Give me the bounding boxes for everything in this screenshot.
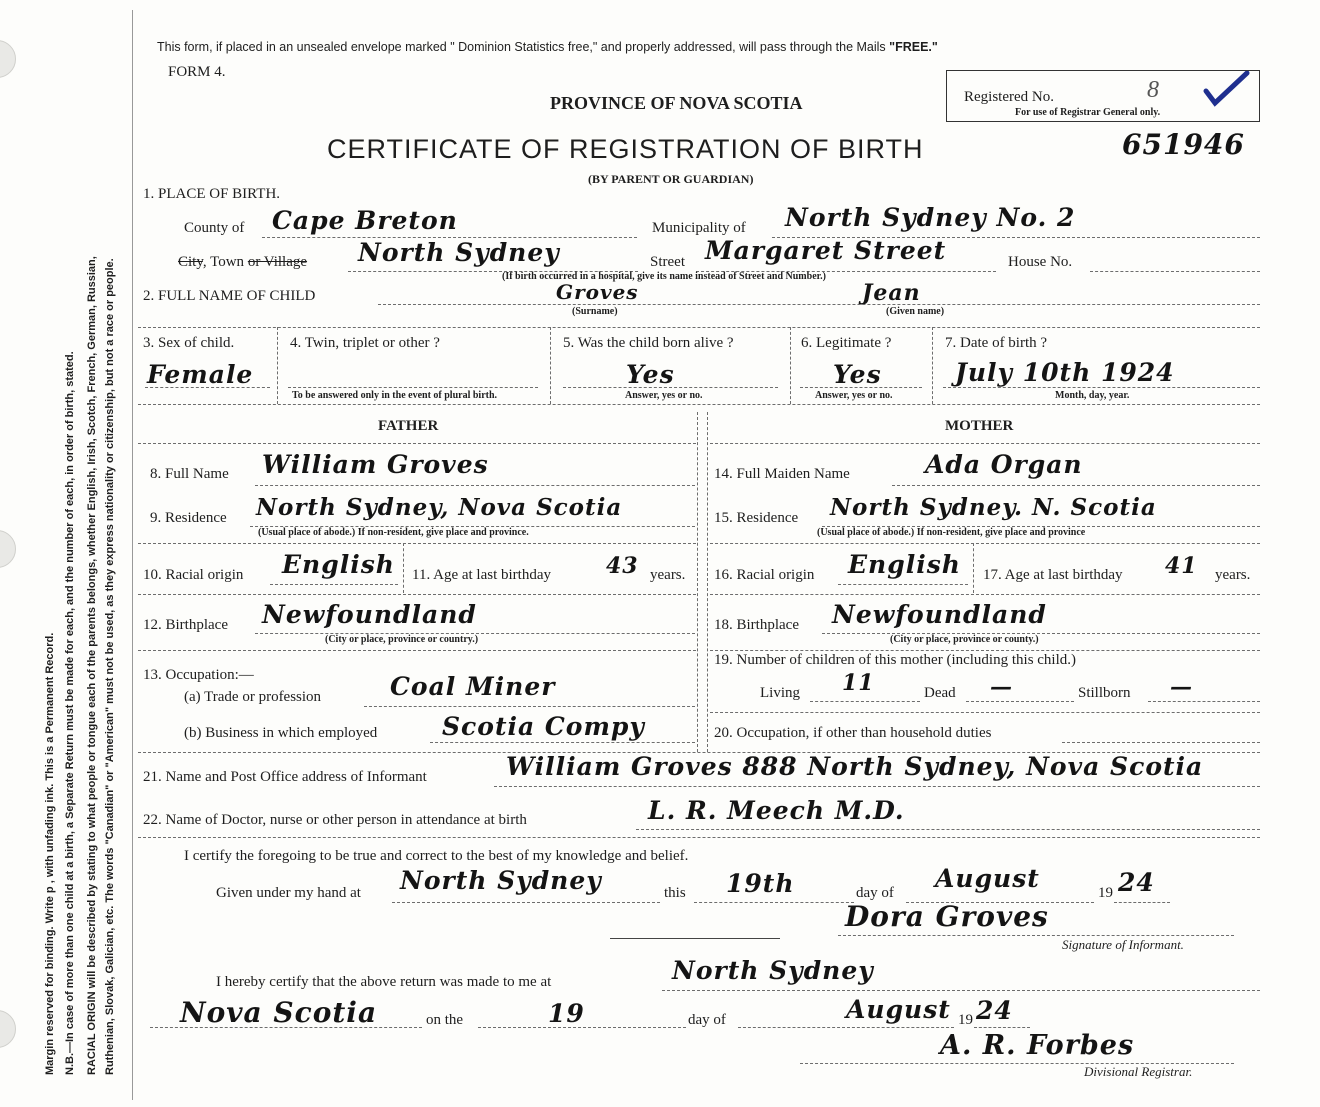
binding-hole-bottom — [0, 1010, 16, 1048]
father-racial-value: English — [282, 550, 395, 579]
mother-children-label: 19. Number of children of this mother (including this child.) — [714, 652, 1077, 668]
father-racial-label: 10. Racial origin — [143, 567, 244, 583]
informant-rule — [494, 786, 1260, 787]
town-label: , Town — [202, 254, 245, 270]
municipality-label: Municipality of — [652, 220, 746, 236]
father-age-value: 43 — [606, 553, 639, 579]
living-label: Living — [760, 685, 800, 701]
father-name-rule — [255, 485, 695, 486]
father-residence-note: (Usual place of abode.) If non-resident, give place and province. — [258, 527, 529, 538]
child-name-label: 2. FULL NAME OF CHILD — [143, 288, 316, 304]
date-of-birth-rule — [943, 387, 1260, 388]
sex-rule — [145, 387, 270, 388]
day-of-label: day of — [856, 885, 894, 901]
doctor-rule — [636, 829, 1260, 830]
county-value: Cape Breton — [272, 206, 458, 235]
row-3-7-divider-2 — [550, 327, 551, 404]
mother-age-label: 17. Age at last birthday — [983, 567, 1123, 583]
mother-row-rule-4 — [710, 712, 1260, 713]
municipality-value: North Sydney No. 2 — [785, 203, 1076, 232]
child-name-rule — [378, 304, 1260, 305]
mother-residence-note: (Usual place of abode.) If non-resident, give place and province — [817, 527, 1086, 538]
postal-free: "FREE." — [889, 40, 938, 54]
registrar-year-rule — [974, 1027, 1030, 1028]
registrar-year-prefix: 19 — [958, 1012, 973, 1028]
twin-label: 4. Twin, triplet or other ? — [290, 335, 440, 351]
mother-residence-label: 15. Residence — [714, 510, 799, 526]
registrar-day-rule — [478, 1027, 686, 1028]
sex-label: 3. Sex of child. — [143, 335, 235, 351]
dead-value: — — [990, 674, 1013, 700]
father-racial-rule — [270, 584, 398, 585]
informant-label: 21. Name and Post Office address of Informant — [143, 769, 427, 785]
mother-heading: MOTHER — [945, 418, 1014, 434]
year-rule — [1114, 902, 1170, 903]
father-years-label: years. — [650, 567, 686, 583]
hospital-note: (If birth occurred in a hospital, give its name instead of Street and Number.) — [502, 271, 826, 282]
town-value: North Sydney — [358, 238, 560, 267]
father-name-label: 8. Full Name — [150, 466, 229, 482]
mother-name-label: 14. Full Maiden Name — [714, 466, 850, 482]
twin-note: To be answered only in the event of plural birth. — [292, 390, 498, 401]
postal-note — [157, 40, 938, 54]
registrar-place-value: North Sydney — [672, 956, 874, 985]
certify-statement: I certify the foregoing to be true and correct to the best of my knowledge and belief. — [184, 848, 689, 864]
born-alive-value: Yes — [626, 360, 675, 389]
registration-box — [946, 70, 1260, 122]
row-3-7-divider-3 — [790, 327, 791, 404]
date-of-birth-label: 7. Date of birth ? — [945, 335, 1048, 351]
signature-rule-left — [610, 938, 780, 939]
registrar-statement: I hereby certify that the above return was made to me at — [216, 974, 552, 990]
page-subtitle: (BY PARENT OR GUARDIAN) — [588, 172, 754, 186]
mother-racial-rule — [838, 584, 968, 585]
mother-birthplace-value: Newfoundland — [832, 600, 1047, 629]
page-title: CERTIFICATE OF REGISTRATION OF BIRTH — [327, 134, 924, 164]
mother-age-value: 41 — [1165, 553, 1198, 579]
registrar-month-rule — [738, 1027, 954, 1028]
row-3-7-top-rule — [138, 327, 1260, 328]
legitimate-label: 6. Legitimate ? — [801, 335, 892, 351]
side-note-binding: Margin reserved for binding. Write p , with unfading ink. This is a Permanent Record. — [44, 632, 56, 1075]
twin-rule — [288, 387, 538, 388]
mother-name-value: Ada Organ — [925, 450, 1083, 479]
side-note-multiple-births: N.B.—In case of more than one child at a birth, a Separate Return must be made for each, and the number of each, in order of birth, stated. — [64, 351, 76, 1075]
born-alive-label: 5. Was the child born alive ? — [563, 335, 734, 351]
registered-no-label: Registered No. — [964, 89, 1054, 105]
date-of-birth-note: Month, day, year. — [1055, 390, 1130, 401]
father-business-label: (b) Business in which employed — [184, 725, 378, 741]
parents-divider-left — [697, 412, 698, 752]
father-birthplace-value: Newfoundland — [262, 600, 477, 629]
father-name-value: William Groves — [262, 450, 489, 479]
mother-residence-value: North Sydney. N. Scotia — [830, 494, 1157, 521]
blue-check-mark — [1201, 71, 1251, 107]
signature-rule — [838, 935, 1234, 936]
surname-caption: (Surname) — [572, 306, 618, 317]
mother-racial-label: 16. Racial origin — [714, 567, 815, 583]
given-name-caption: (Given name) — [886, 306, 945, 317]
living-rule — [810, 701, 920, 702]
legitimate-rule — [800, 387, 922, 388]
mother-occupation-rule — [1062, 742, 1260, 743]
mother-birthplace-note: (City or place, province or county.) — [890, 634, 1039, 645]
informant-value: William Groves 888 North Sydney, Nova Scotia — [506, 752, 1204, 781]
certificate-number: 651946 — [1122, 128, 1245, 161]
dead-label: Dead — [924, 685, 956, 701]
father-trade-value: Coal Miner — [390, 672, 556, 701]
father-trade-label: (a) Trade or profession — [184, 689, 322, 705]
given-place-rule — [392, 902, 660, 903]
house-no-rule — [1090, 271, 1260, 272]
binding-hole-top — [0, 40, 16, 78]
binding-hole-middle — [0, 530, 16, 568]
date-of-birth-value: July 10th 1924 — [955, 358, 1175, 387]
father-occupation-label: 13. Occupation:— — [143, 667, 254, 683]
registered-no-value: 8 — [1147, 77, 1159, 103]
parents-heading-rule-right — [710, 443, 1260, 444]
father-residence-value: North Sydney, Nova Scotia — [256, 494, 623, 521]
registrar-day-of-label: day of — [688, 1012, 726, 1028]
signature-label: Signature of Informant. — [1062, 937, 1184, 952]
mother-years-label: years. — [1215, 567, 1251, 583]
father-age-label: 11. Age at last birthday — [412, 567, 551, 583]
registered-no-note: For use of Registrar General only. — [1015, 107, 1161, 118]
street-label: Street — [650, 254, 685, 270]
registrar-signature: A. R. Forbes — [940, 1030, 1135, 1061]
father-racial-divider — [403, 543, 404, 593]
day-value: 19th — [726, 869, 795, 898]
stillborn-rule — [1148, 701, 1260, 702]
on-the-label: on the — [426, 1012, 464, 1028]
mother-birthplace-label: 18. Birthplace — [714, 617, 799, 633]
province-title: PROVINCE OF NOVA SCOTIA — [550, 93, 803, 113]
row-3-7-divider-4 — [932, 327, 933, 404]
born-alive-rule — [563, 387, 778, 388]
mother-row-rule-2 — [710, 594, 1260, 595]
father-residence-label: 9. Residence — [150, 510, 227, 526]
sex-value: Female — [147, 360, 254, 389]
stillborn-label: Stillborn — [1078, 685, 1131, 701]
place-of-birth-heading: 1. PLACE OF BIRTH. — [143, 186, 281, 202]
registrar-label: Divisional Registrar. — [1084, 1064, 1193, 1079]
born-alive-note: Answer, yes or no. — [625, 390, 703, 401]
doctor-value: L. R. Meech M.D. — [648, 796, 905, 825]
form-number: FORM 4. — [168, 64, 226, 80]
doctor-label: 22. Name of Doctor, nurse or other person in attendance at birth — [143, 812, 527, 828]
informant-signature: Dora Groves — [845, 900, 1049, 933]
father-row-rule-3 — [138, 650, 696, 651]
registrar-year-value: 24 — [976, 996, 1013, 1025]
stillborn-value: — — [1170, 674, 1193, 700]
mother-name-rule — [892, 485, 1260, 486]
postal-note-text: This form, if placed in an unsealed envelope marked " Dominion Statistics free," and properly addressed, will pass through the Mails — [157, 40, 886, 54]
father-heading: FATHER — [378, 418, 439, 434]
year-value: 24 — [1118, 868, 1155, 897]
child-given-value: Jean — [862, 280, 921, 306]
row-3-7-divider-1 — [277, 327, 278, 404]
month-value: August — [935, 864, 1040, 893]
binding-margin-rule — [132, 10, 133, 1100]
mother-racial-value: English — [848, 550, 961, 579]
house-no-label: House No. — [1008, 254, 1073, 270]
parents-heading-rule-left — [138, 443, 696, 444]
legitimate-note: Answer, yes or no. — [815, 390, 893, 401]
village-label: or Village — [247, 254, 308, 270]
side-note-racial-origin: RACIAL ORIGIN will be described by stating to what people or tongue each of the parents belongs, whether English, Irish, Scotch, French, German, Russian, — [86, 256, 98, 1075]
father-business-value: Scotia Compy — [442, 712, 645, 741]
mother-row-rule-1 — [710, 543, 1260, 544]
registrar-day-value: 19 — [548, 999, 585, 1028]
city-town-label — [178, 254, 307, 271]
given-place-value: North Sydney — [400, 866, 602, 895]
registrar-province-rule — [150, 1027, 422, 1028]
county-label: County of — [184, 220, 245, 236]
side-note-nationality: Ruthenian, Slovak, Galician, etc. The words "Canadian" or "American" must not be used, as they express nationality or citizenship, but not a race or people. — [104, 258, 116, 1075]
mother-row-rule-3 — [710, 650, 1260, 651]
parents-divider-right — [707, 412, 708, 752]
this-label: this — [664, 885, 686, 901]
dead-rule — [966, 701, 1074, 702]
row-3-7-bottom-rule — [138, 404, 1260, 405]
mother-birthplace-rule — [822, 633, 1260, 634]
street-value: Margaret Street — [705, 236, 947, 265]
city-label: City — [178, 254, 203, 270]
registrar-place-rule — [662, 990, 1260, 991]
father-trade-rule — [364, 706, 695, 707]
mother-racial-divider — [973, 543, 974, 593]
child-surname-value: Groves — [556, 280, 639, 304]
year-prefix: 19 — [1098, 885, 1113, 901]
father-row-rule-2 — [138, 594, 696, 595]
given-under-label: Given under my hand at — [216, 885, 361, 901]
father-birthplace-label: 12. Birthplace — [143, 617, 228, 633]
mother-occupation-label: 20. Occupation, if other than household duties — [714, 725, 992, 741]
day-rule — [694, 902, 854, 903]
registrar-province-value: Nova Scotia — [180, 996, 378, 1029]
father-business-rule — [430, 742, 695, 743]
father-row-rule-1 — [138, 543, 696, 544]
section-bottom-rule — [138, 837, 1260, 838]
living-value: 11 — [842, 670, 875, 696]
father-birthplace-note: (City or place, province or country.) — [325, 634, 479, 645]
legitimate-value: Yes — [833, 360, 882, 389]
registrar-month-value: August — [846, 995, 951, 1024]
